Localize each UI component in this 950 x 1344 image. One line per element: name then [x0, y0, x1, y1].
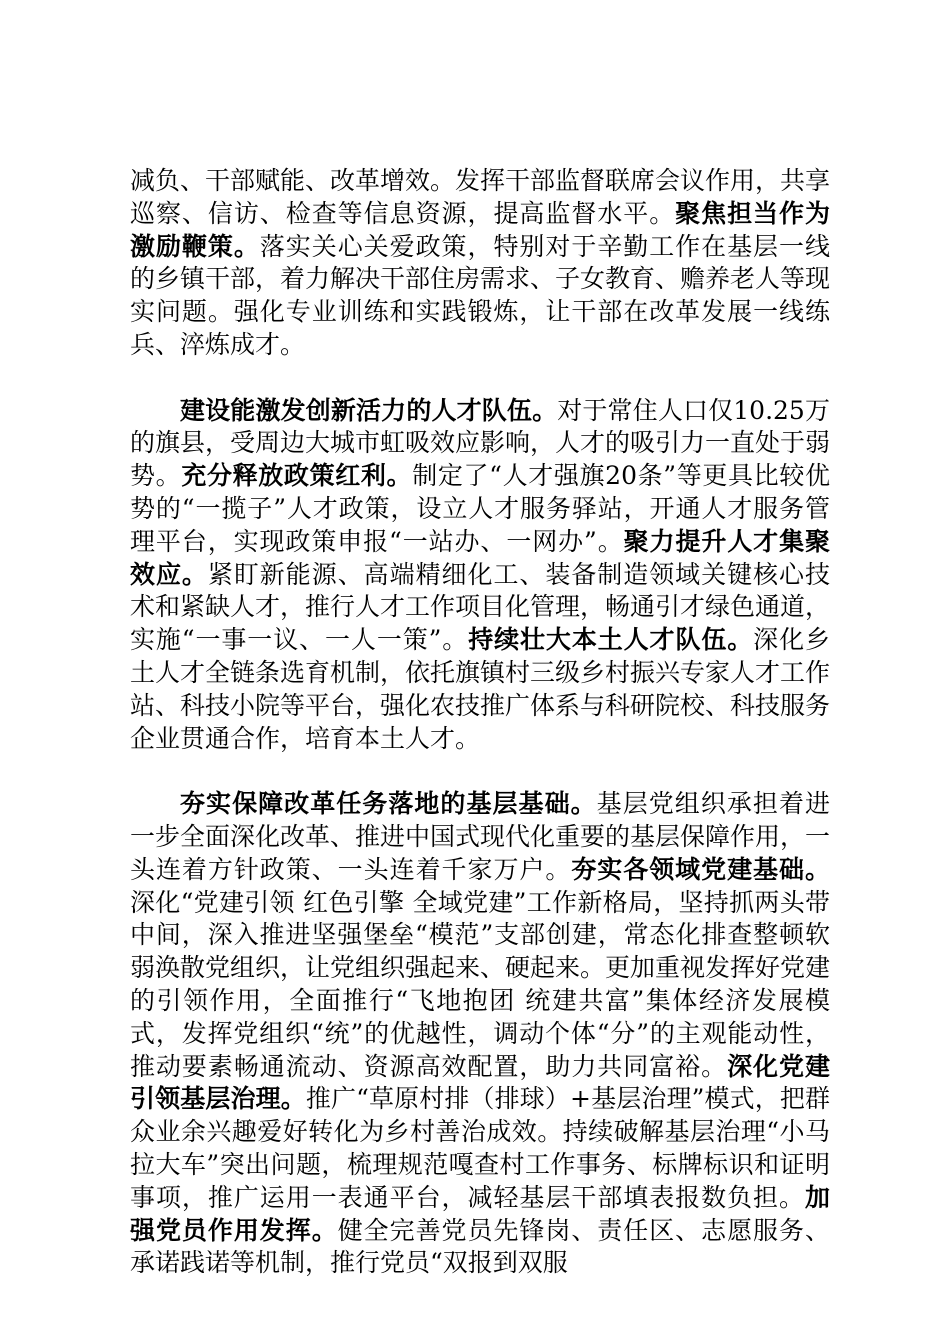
bold-heading: 夯实保障改革任务落地的基层基础。 [180, 789, 597, 819]
paragraph-text: 减负、干部赋能、改革增效。发挥干部监督联席会议作用，共享巡察、信访、检查等信息资源，提高监督水平。 [130, 166, 831, 228]
document-page [130, 165, 830, 1280]
paragraph-spacer [130, 362, 830, 395]
bold-heading: 聚力提升人才集聚效应。 [130, 526, 830, 589]
paragraph-text: 对于常住人口仅10.25万的旗县，受周边大城市虹吸效应影响，人才的吸引力一直处于弱势。 [130, 395, 831, 491]
paragraph-text: 深化乡土人才全链条选育机制，依托旗镇村三级乡村振兴专家人才工作站、科技小院等平台，强化农技推广体系与科研院校、科技服务企业贯通合作，培育本土人才。 [130, 625, 831, 753]
paragraph-cadre-incentives [130, 165, 830, 362]
paragraph-text: 基层党组织承担着进一步全面深化改革、推进中国式现代化重要的基层保障作用，一头连着方针政策、一头连着千家万户。 [130, 789, 831, 884]
paragraph-text: 深化“党建引领 红色引擎 全域党建”工作新格局，坚持抓两头带中间，深入推进坚强堡垒“模范”支部创建，常态化排查整顿软弱涣散党组织，让党组织强起来、硬起来。更加重视发挥好党建的引领作用，全面推行“飞地抱团 统建共富”集体经济发展模式，发挥党组织“统”的优越性，调动个体“分”的主观能动性，推动要素畅通流动、资源高效配置，助力共同富裕。 [130, 887, 831, 1081]
paragraph-text: 制定了“人才强旗20条”等更具比较优势的“一揽子”人才政策，设立人才服务驿站，开通人才服务管理平台，实现政策申报“一站办、一网办”。 [130, 461, 830, 556]
bold-heading: 聚焦担当作为激励鞭策。 [130, 198, 830, 261]
bold-heading: 夯实各领域党建基础。 [571, 854, 830, 884]
paragraph-text: 紧盯新能源、高端精细化工、装备制造领域关键核心技术和紧缺人才，推行人才工作项目化管理，畅通引才绿色通道，实施“一事一议、一人一策”。 [130, 559, 831, 655]
paragraph-text: 落实关心关爱政策，特别对于辛勤工作在基层一线的乡镇干部，着力解决干部住房需求、子女教育、赡养老人等现实问题。强化专业训练和实践锻炼，让干部在改革发展一线练兵、淬炼成才。 [130, 231, 831, 359]
paragraph-text: 推广“草原村排（排球）+基层治理”模式，把群众业余兴趣爱好转化为乡村善治成效。持续破解基层治理“小马拉大车”突出问题，梳理规范嘎查村工作事务、标牌标识和证明事项，推广运用一表通平台，减轻基层干部填表报数负担。 [130, 1084, 830, 1212]
bold-heading: 持续壮大本土人才队伍。 [468, 625, 754, 655]
bold-heading: 建设能激发创新活力的人才队伍。 [180, 395, 558, 425]
paragraph-talent-team [130, 395, 830, 756]
bold-heading: 加强党员作用发挥。 [130, 1182, 830, 1245]
paragraph-spacer [130, 755, 830, 788]
bold-heading: 充分释放政策红利。 [181, 461, 413, 491]
bold-heading: 深化党建引领基层治理。 [130, 1051, 830, 1114]
paragraph-grassroots-foundation [130, 788, 830, 1280]
paragraph-text: 健全完善党员先锋岗、责任区、志愿服务、承诺践诺等机制，推行党员“双报到双服 [130, 1215, 830, 1278]
